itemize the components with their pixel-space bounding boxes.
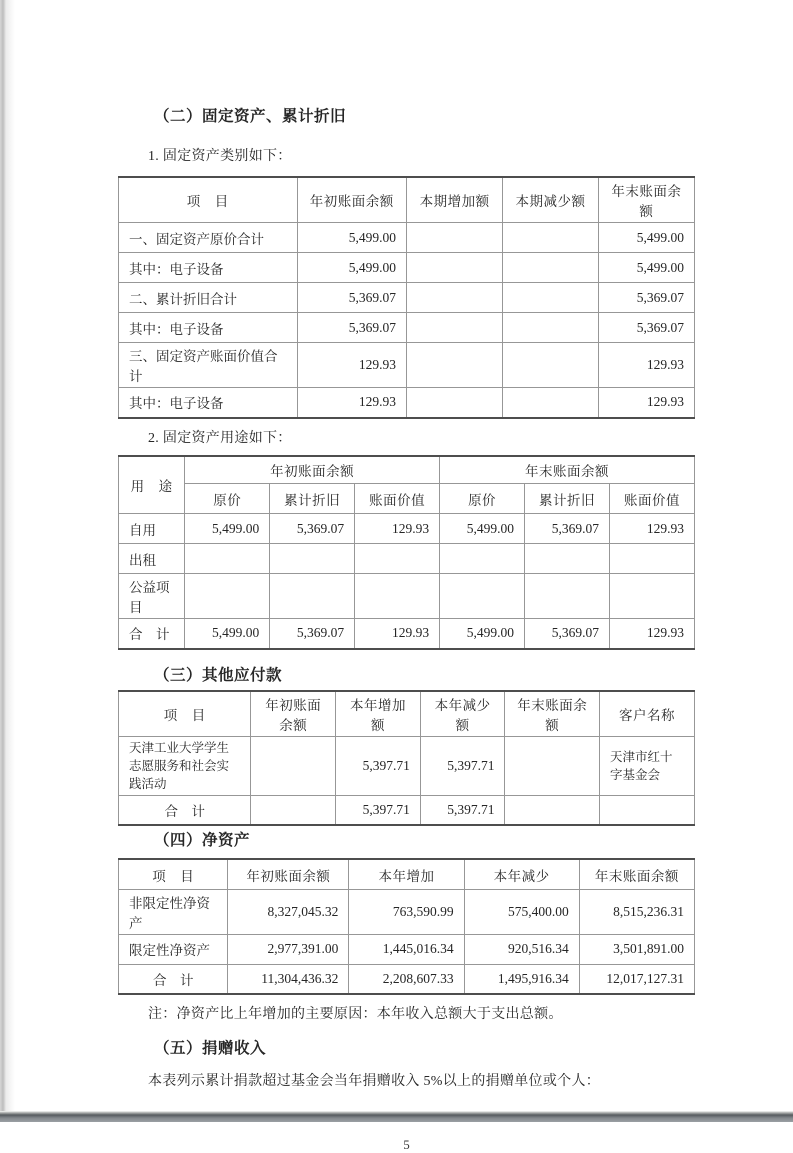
- cell-increase: [406, 313, 502, 343]
- cell-end: 129.93: [598, 343, 694, 388]
- cell-end: 5,499.00: [598, 253, 694, 283]
- subheader-book-value: 账面价值: [610, 484, 695, 514]
- cell-value: 5,369.07: [525, 514, 610, 544]
- cell-value: 5,369.07: [270, 619, 355, 649]
- cell-begin: 129.93: [297, 388, 406, 418]
- cell-begin: 129.93: [297, 343, 406, 388]
- cell-end: 5,369.07: [598, 313, 694, 343]
- table-row: [119, 283, 695, 313]
- table-header-row: [119, 859, 695, 889]
- cell-total-label: 合 计: [119, 619, 185, 649]
- cell-end: [505, 736, 599, 795]
- section-heading-other-payables: （三）其他应付款: [154, 666, 283, 684]
- cell-begin: 5,499.00: [297, 223, 406, 253]
- page-number: 5: [403, 1137, 410, 1153]
- header-client-name: 客户名称: [599, 691, 694, 737]
- cell-increase: 5,397.71: [336, 795, 421, 825]
- cell-end: 12,017,127.31: [579, 964, 694, 994]
- table-row: [119, 574, 695, 619]
- cell-begin: [251, 736, 336, 795]
- cell-increase: [406, 388, 502, 418]
- cell-increase: [406, 223, 502, 253]
- cell-begin: 11,304,436.32: [228, 964, 349, 994]
- cell-value: 5,499.00: [185, 619, 270, 649]
- subheader-accum-depreciation: 累计折旧: [270, 484, 355, 514]
- cell-item: 二、累计折旧合计: [119, 283, 298, 313]
- header-end-group: 年末账面余额: [440, 456, 695, 484]
- table-row: [119, 223, 695, 253]
- header-begin-balance: 年初账面余额: [228, 859, 349, 889]
- subheader-original-cost: 原价: [185, 484, 270, 514]
- cell-value: [525, 544, 610, 574]
- header-year-decrease: 本年减少额: [420, 691, 505, 737]
- scan-edge-left: [0, 0, 16, 1122]
- cell-value: [270, 574, 355, 619]
- cell-item: 限定性净资产: [119, 934, 228, 964]
- cell-increase: 763,590.99: [349, 889, 464, 934]
- cell-decrease: [503, 343, 599, 388]
- table-subheader-row: [119, 484, 695, 514]
- table-row: [119, 313, 695, 343]
- header-item: 项 目: [119, 177, 298, 223]
- cell-value: 5,369.07: [270, 514, 355, 544]
- section-heading-fixed-assets: （二）固定资产、累计折旧: [154, 108, 347, 125]
- table-row: [119, 934, 695, 964]
- cell-end: 5,369.07: [598, 283, 694, 313]
- cell-item: 三、固定资产账面价值合计: [119, 343, 298, 388]
- cell-item: 天津工业大学学生志愿服务和社会实践活动: [119, 736, 251, 795]
- cell-value: [185, 544, 270, 574]
- cell-end: [505, 795, 599, 825]
- header-year-decrease: 本年减少: [464, 859, 579, 889]
- header-year-increase: 本年增加: [349, 859, 464, 889]
- cell-increase: 5,397.71: [336, 736, 421, 795]
- subheader-accum-depreciation: 累计折旧: [525, 484, 610, 514]
- table-total-row: [119, 619, 695, 649]
- cell-item: 其中：电子设备: [119, 313, 298, 343]
- cell-value: [610, 544, 695, 574]
- cell-client: 天津市红十字基金会: [599, 736, 694, 795]
- cell-value: 129.93: [610, 514, 695, 544]
- cell-value: [440, 574, 525, 619]
- cell-value: [525, 574, 610, 619]
- subheader-original-cost: 原价: [440, 484, 525, 514]
- cell-increase: [406, 253, 502, 283]
- cell-end: 5,499.00: [598, 223, 694, 253]
- header-usage: 用 途: [119, 456, 185, 514]
- fixed-assets-usage-table: [118, 455, 695, 650]
- header-year-increase: 本年增加额: [336, 691, 421, 737]
- table-row: [119, 343, 695, 388]
- cell-begin: 5,369.07: [297, 313, 406, 343]
- cell-begin: 5,499.00: [297, 253, 406, 283]
- cell-increase: 1,445,016.34: [349, 934, 464, 964]
- section-heading-donation-income: （五）捐赠收入: [154, 1040, 267, 1058]
- cell-usage: 出租: [119, 544, 185, 574]
- cell-value: 5,369.07: [525, 619, 610, 649]
- cell-value: [610, 574, 695, 619]
- cell-end: 129.93: [598, 388, 694, 418]
- cell-value: 5,499.00: [185, 514, 270, 544]
- cell-decrease: 575,400.00: [464, 889, 579, 934]
- cell-value: [355, 544, 440, 574]
- subheader-book-value: 账面价值: [355, 484, 440, 514]
- table-total-row: [119, 795, 695, 825]
- cell-value: [440, 544, 525, 574]
- cell-decrease: 5,397.71: [420, 736, 505, 795]
- header-end-balance: 年末账面余额: [598, 177, 694, 223]
- cell-begin: 8,327,045.32: [228, 889, 349, 934]
- cell-increase: 2,208,607.33: [349, 964, 464, 994]
- cell-decrease: [503, 388, 599, 418]
- header-period-increase: 本期增加额: [406, 177, 502, 223]
- cell-client: [599, 795, 694, 825]
- table-row: [119, 544, 695, 574]
- net-assets-table: [118, 858, 695, 995]
- cell-decrease: 920,516.34: [464, 934, 579, 964]
- other-payables-table: [118, 690, 695, 827]
- header-begin-balance: 年初账面余额: [251, 691, 336, 737]
- fixed-assets-usage-label: 2. 固定资产用途如下：: [148, 430, 292, 446]
- table-row: [119, 514, 695, 544]
- section-heading-net-assets: （四）净资产: [154, 832, 251, 850]
- table-row: [119, 889, 695, 934]
- header-begin-group: 年初账面余额: [185, 456, 440, 484]
- cell-value: [270, 544, 355, 574]
- cell-decrease: 1,495,916.34: [464, 964, 579, 994]
- header-item: 项 目: [119, 859, 228, 889]
- cell-decrease: [503, 283, 599, 313]
- cell-total-label: 合 计: [119, 964, 228, 994]
- table-header-row: [119, 691, 695, 737]
- cell-decrease: [503, 223, 599, 253]
- cell-begin: 2,977,391.00: [228, 934, 349, 964]
- cell-decrease: [503, 253, 599, 283]
- cell-value: 5,499.00: [440, 514, 525, 544]
- cell-value: [355, 574, 440, 619]
- fixed-assets-category-label: 1. 固定资产类别如下：: [148, 149, 292, 164]
- cell-value: 129.93: [610, 619, 695, 649]
- cell-usage: 公益项目: [119, 574, 185, 619]
- table-total-row: [119, 964, 695, 994]
- header-end-balance: 年末账面余额: [505, 691, 599, 737]
- cell-value: 129.93: [355, 514, 440, 544]
- fixed-assets-category-table: [118, 176, 695, 419]
- table-row: [119, 253, 695, 283]
- cell-item: 其中：电子设备: [119, 388, 298, 418]
- cell-end: 3,501,891.00: [579, 934, 694, 964]
- cell-end: 8,515,236.31: [579, 889, 694, 934]
- document-page: [118, 0, 695, 1153]
- donation-income-intro: 本表列示累计捐款超过基金会当年捐赠收入 5%以上的捐赠单位或个人：: [148, 1074, 601, 1090]
- net-assets-note: 注：净资产比上年增加的主要原因：本年收入总额大于支出总额。: [148, 1007, 563, 1023]
- cell-item: 非限定性净资产: [119, 889, 228, 934]
- cell-begin: 5,369.07: [297, 283, 406, 313]
- cell-item: 其中：电子设备: [119, 253, 298, 283]
- header-end-balance: 年末账面余额: [579, 859, 694, 889]
- table-header-row: [119, 177, 695, 223]
- header-item: 项 目: [119, 691, 251, 737]
- header-begin-balance: 年初账面余额: [297, 177, 406, 223]
- cell-decrease: 5,397.71: [420, 795, 505, 825]
- cell-increase: [406, 343, 502, 388]
- cell-increase: [406, 283, 502, 313]
- cell-usage: 自用: [119, 514, 185, 544]
- cell-item: 一、固定资产原价合计: [119, 223, 298, 253]
- cell-total-label: 合 计: [119, 795, 251, 825]
- table-header-row: [119, 456, 695, 484]
- cell-decrease: [503, 313, 599, 343]
- cell-value: [185, 574, 270, 619]
- header-period-decrease: 本期减少额: [503, 177, 599, 223]
- table-row: [119, 736, 695, 795]
- cell-value: 5,499.00: [440, 619, 525, 649]
- cell-value: 129.93: [355, 619, 440, 649]
- cell-begin: [251, 795, 336, 825]
- table-row: [119, 388, 695, 418]
